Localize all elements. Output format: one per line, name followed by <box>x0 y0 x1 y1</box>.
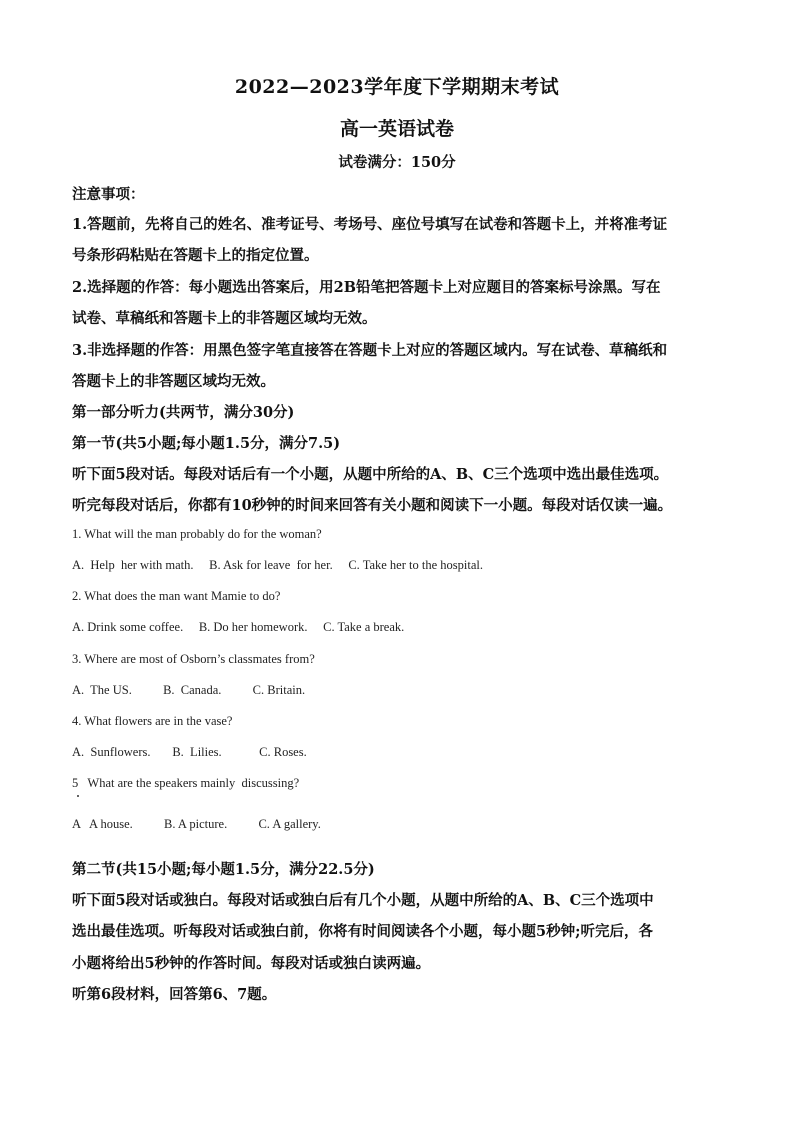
question-4: 4. What flowers are in the vase? <box>72 714 233 728</box>
section2-heading: 第二节(共15小题;每小题1.5分，满分22.5分) <box>72 861 375 878</box>
question-5-options: A A house. B. A picture. C. A gallery. <box>72 817 321 831</box>
part1-heading: 第一部分听力(共两节，满分30分) <box>72 404 295 421</box>
question-1: 1. What will the man probably do for the woman? <box>72 527 322 541</box>
notice-line: 2.选择题的作答：每小题选出答案后，用2B铅笔把答题卡上对应题目的答案标号涂黑。写在 <box>72 279 661 296</box>
section1-instruction: 听下面5段对话。每段对话后有一个小题，从题中所给的A、B、C三个选项中选出最佳选项。 <box>72 466 669 483</box>
section2-instruction: 小题将给出5秒钟的作答时间。每段对话或独白读两遍。 <box>72 955 431 972</box>
question-4-options: A. Sunflowers. B. Lilies. C. Roses. <box>72 745 307 759</box>
notice-line: 试卷、草稿纸和答题卡上的非答题区域均无效。 <box>72 310 377 327</box>
section2-instruction: 听下面5段对话或独白。每段对话或独白后有几个小题，从题中所给的A、B、C三个选项中 <box>72 892 654 909</box>
exam-score: 试卷满分：150分 <box>338 154 456 171</box>
material-note: 听第6段材料，回答第6、7题。 <box>72 986 277 1003</box>
question-3: 3. Where are most of Osborn’s classmates from? <box>72 652 315 666</box>
section1-heading: 第一节(共5小题;每小题1.5分，满分7.5) <box>72 435 341 452</box>
scan-speck <box>77 795 79 797</box>
notice-line: 3.非选择题的作答：用黑色签字笔直接答在答题卡上对应的答题区域内。写在试卷、草稿纸和 <box>72 342 668 359</box>
notice-line: 号条形码粘贴在答题卡上的指定位置。 <box>72 247 319 264</box>
section2-instruction: 选出最佳选项。听每段对话或独白前，你将有时间阅读各个小题，每小题5秒钟;听完后，各 <box>72 923 653 940</box>
notice-line: 1.答题前，先将自己的姓名、准考证号、考场号、座位号填写在试卷和答题卡上，并将准考证 <box>72 216 668 233</box>
question-1-options: A. Help her with math. B. Ask for leave for her. C. Take her to the hospital. <box>72 558 483 572</box>
question-2-options: A. Drink some coffee. B. Do her homework. C. Take a break. <box>72 620 405 634</box>
question-2: 2. What does the man want Mamie to do? <box>72 589 281 603</box>
section1-instruction: 听完每段对话后，你都有10秒钟的时间来回答有关小题和阅读下一小题。每段对话仅读一遍。 <box>72 497 673 514</box>
question-5: 5 What are the speakers mainly discussing? <box>72 776 300 790</box>
notice-heading: 注意事项： <box>72 186 145 203</box>
exam-subtitle: 高一英语试卷 <box>339 118 454 140</box>
notice-line: 答题卡上的非答题区域均无效。 <box>72 373 275 390</box>
exam-title: 2022—2023学年度下学期期末考试 <box>234 76 560 98</box>
question-3-options: A. The US. B. Canada. C. Britain. <box>72 683 306 697</box>
